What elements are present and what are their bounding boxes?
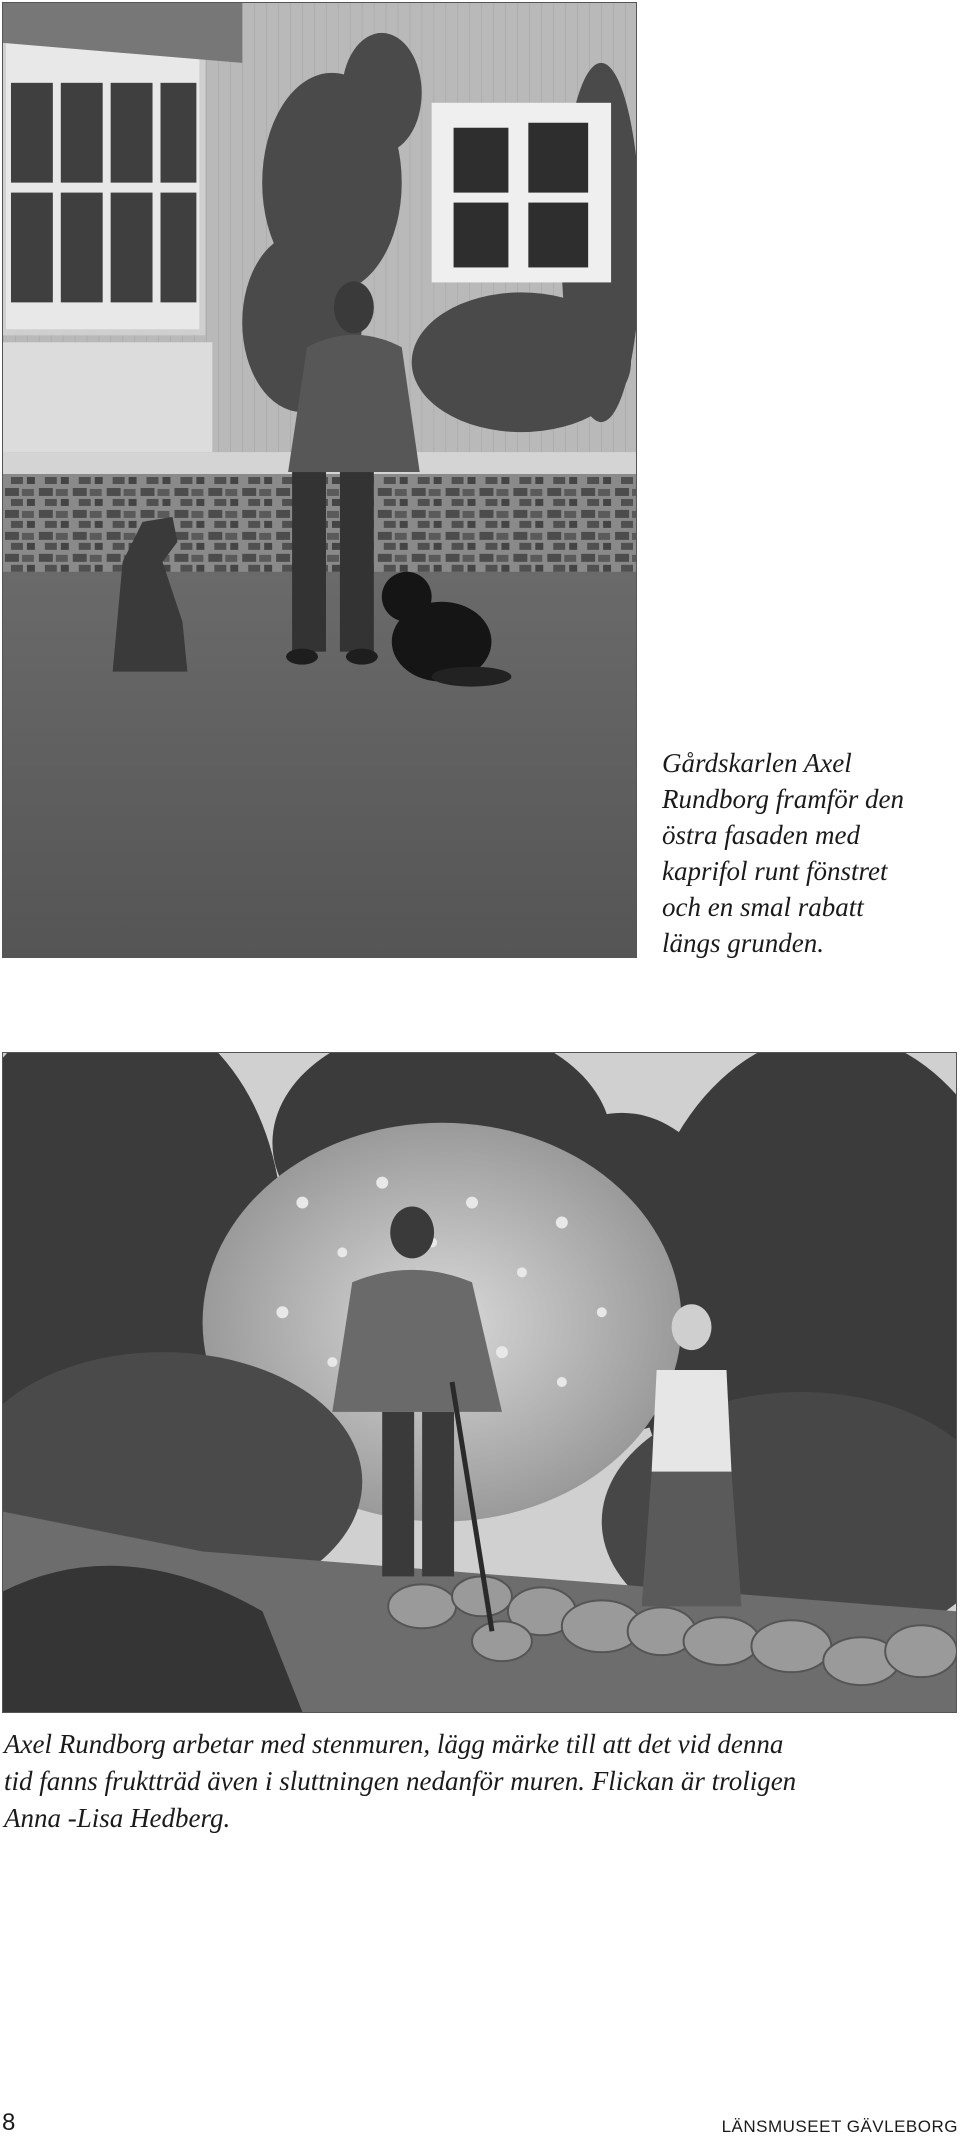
page-number: 8 (2, 2109, 16, 2136)
photo-1-caption (662, 745, 952, 961)
caption-line: Axel Rundborg arbetar med stenmuren, lägg märke till att det vid denna (4, 1729, 784, 1759)
photo-man-with-dogs-image (3, 3, 636, 957)
caption-line: längs grunden. (662, 928, 824, 958)
caption-line: kaprifol runt fönstret (662, 856, 888, 886)
caption-line: och en smal rabatt (662, 892, 864, 922)
caption-line: Gårdskarlen Axel (662, 748, 852, 778)
caption-line: östra fasaden med (662, 820, 860, 850)
photo-man-and-girl-image (3, 1053, 956, 1712)
photo-man-with-dogs (2, 2, 637, 958)
photo-man-and-girl-stone-wall (2, 1052, 957, 1713)
caption-line: Rundborg framför den (662, 784, 904, 814)
photo-2-caption (4, 1726, 954, 1837)
caption-line: tid fanns fruktträd även i sluttningen nedanför muren. Flickan är troligen (4, 1766, 797, 1796)
caption-line: Anna -Lisa Hedberg. (4, 1803, 231, 1833)
publisher-name: LÄNSMUSEET GÄVLEBORG (721, 2117, 958, 2136)
